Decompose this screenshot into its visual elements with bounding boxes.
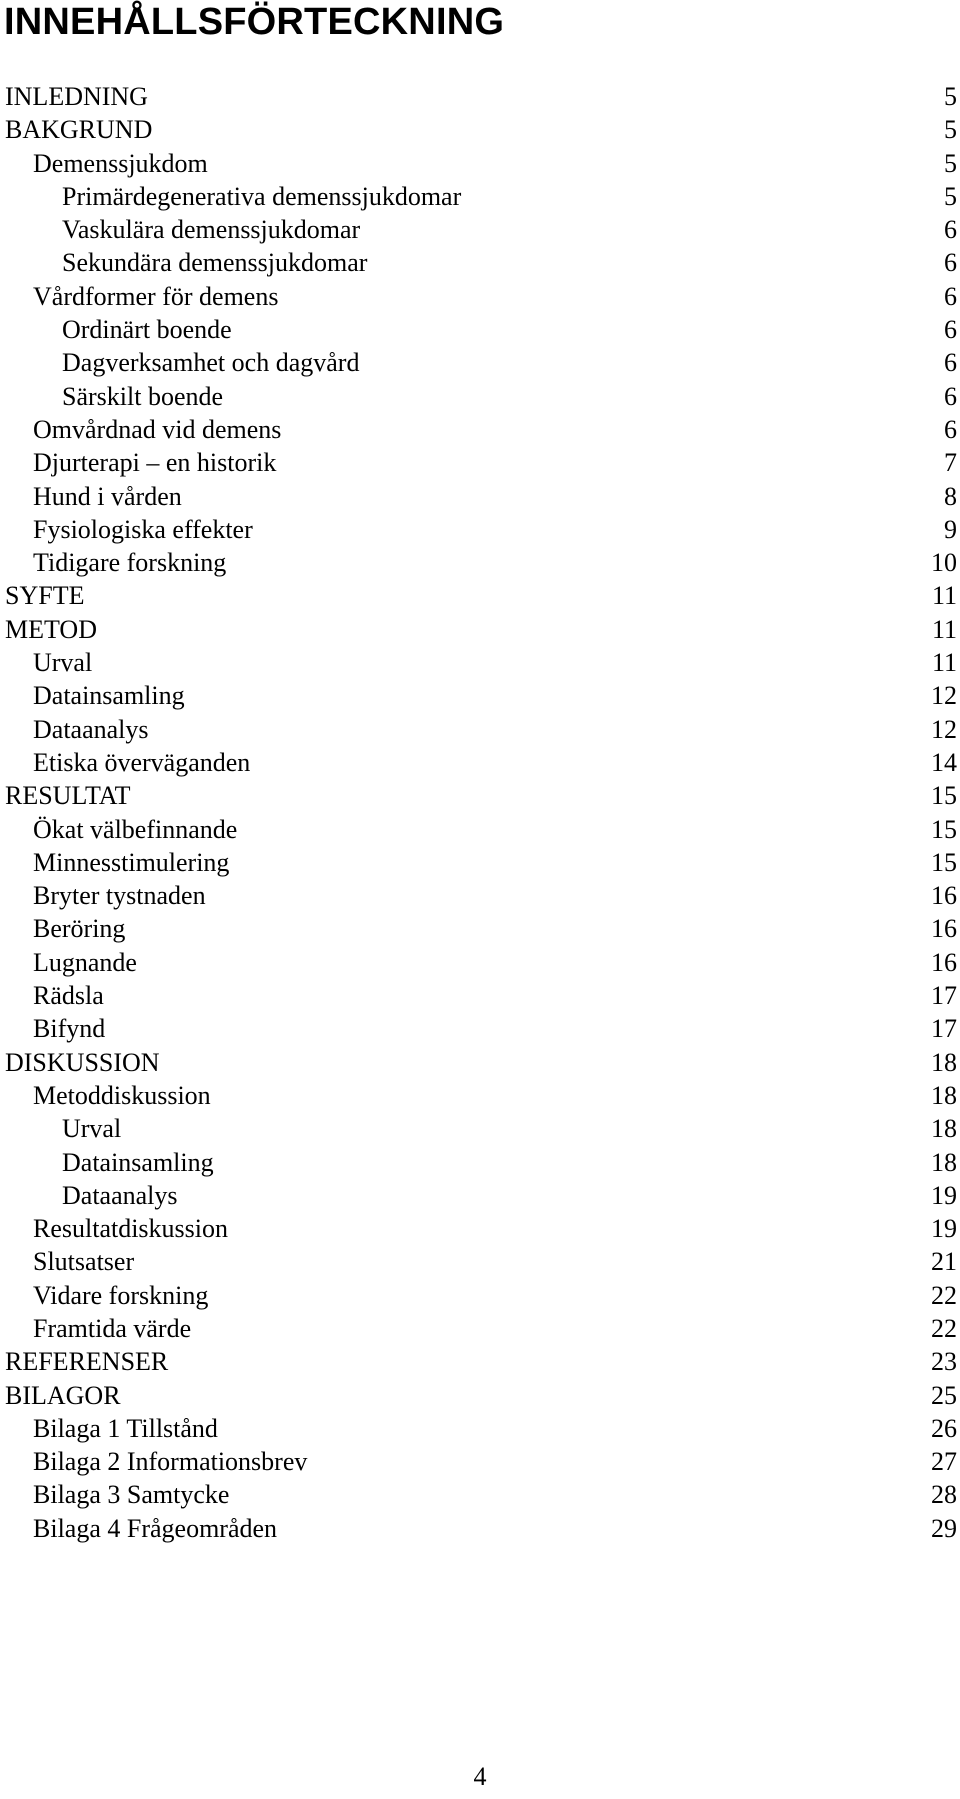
toc-entry-label: Djurterapi – en historik bbox=[33, 448, 277, 478]
toc-entry-page-number: 16 bbox=[931, 914, 957, 944]
page-number: 4 bbox=[473, 1762, 487, 1791]
toc-entry-page-number: 22 bbox=[931, 1313, 957, 1343]
toc-entry[interactable] bbox=[5, 912, 960, 945]
toc-entry-page-number: 17 bbox=[931, 981, 957, 1011]
toc-entry[interactable] bbox=[5, 213, 960, 246]
toc-entry[interactable] bbox=[5, 313, 960, 346]
toc-entry[interactable] bbox=[5, 180, 960, 213]
toc-entry-page-number: 6 bbox=[944, 248, 957, 278]
toc-entry[interactable] bbox=[5, 579, 960, 612]
toc-entry[interactable] bbox=[5, 80, 960, 113]
toc-entry-label: Rädsla bbox=[33, 981, 104, 1011]
toc-entry-label: DISKUSSION bbox=[5, 1047, 160, 1077]
toc-entry[interactable] bbox=[5, 713, 960, 746]
toc-entry[interactable] bbox=[5, 413, 960, 446]
toc-entry-label: Bilaga 3 Samtycke bbox=[33, 1480, 230, 1510]
toc-entry-page-number: 16 bbox=[931, 881, 957, 911]
toc-entry-page-number: 9 bbox=[944, 514, 957, 544]
toc-entry[interactable] bbox=[5, 746, 960, 779]
toc-entry-label: Primärdegenerativa demenssjukdomar bbox=[62, 181, 462, 211]
toc-entry-label: METOD bbox=[5, 614, 97, 644]
toc-entry[interactable] bbox=[5, 480, 960, 513]
toc-entry[interactable] bbox=[5, 946, 960, 979]
toc-entry[interactable] bbox=[5, 1146, 960, 1179]
toc-entry[interactable] bbox=[5, 646, 960, 679]
toc-entry[interactable] bbox=[5, 813, 960, 846]
toc-entry[interactable] bbox=[5, 1112, 960, 1145]
toc-entry[interactable] bbox=[5, 846, 960, 879]
toc-entry-label: Framtida värde bbox=[33, 1313, 192, 1343]
toc-entry-label: Sekundära demenssjukdomar bbox=[62, 248, 368, 278]
toc-entry-page-number: 6 bbox=[944, 381, 957, 411]
toc-entry-page-number: 6 bbox=[944, 414, 957, 444]
toc-entry[interactable] bbox=[5, 280, 960, 313]
toc-entry[interactable] bbox=[5, 979, 960, 1012]
toc-entry-page-number: 26 bbox=[931, 1413, 957, 1443]
toc-entry[interactable] bbox=[5, 246, 960, 279]
page-title: INNEHÅLLSFÖRTECKNING bbox=[4, 1, 505, 43]
toc-entry-page-number: 6 bbox=[944, 281, 957, 311]
toc-entry[interactable] bbox=[5, 147, 960, 180]
toc-entry-page-number: 10 bbox=[931, 548, 957, 578]
toc-entry-label: Dagverksamhet och dagvård bbox=[62, 348, 360, 378]
toc-entry-page-number: 6 bbox=[944, 315, 957, 345]
toc-entry-label: Vidare forskning bbox=[33, 1280, 209, 1310]
toc-entry-page-number: 5 bbox=[944, 115, 957, 145]
toc-entry-page-number: 5 bbox=[944, 82, 957, 111]
toc-entry-label: Bifynd bbox=[33, 1014, 106, 1044]
toc-entry[interactable] bbox=[5, 779, 960, 812]
toc-entry-page-number: 6 bbox=[944, 215, 957, 245]
toc-entry[interactable] bbox=[5, 113, 960, 146]
toc-entry-label: Ordinärt boende bbox=[62, 315, 232, 345]
toc-entry[interactable] bbox=[5, 1379, 960, 1412]
toc-entry[interactable] bbox=[5, 1046, 960, 1079]
toc-entry[interactable] bbox=[5, 380, 960, 413]
toc-entry-page-number: 18 bbox=[931, 1047, 957, 1077]
toc-entry[interactable] bbox=[5, 679, 960, 712]
toc-entry-page-number: 16 bbox=[931, 947, 957, 977]
toc-entry-label: RESULTAT bbox=[5, 781, 131, 811]
toc-entry-page-number: 5 bbox=[944, 148, 957, 178]
toc-entry-label: Etiska överväganden bbox=[33, 747, 251, 777]
toc-entry-label: Fysiologiska effekter bbox=[33, 514, 253, 544]
toc-entry-page-number: 11 bbox=[931, 614, 957, 644]
toc-entry[interactable] bbox=[5, 1312, 960, 1345]
toc-entry[interactable] bbox=[5, 1445, 960, 1478]
toc-entry-page-number: 25 bbox=[931, 1380, 957, 1410]
toc-entry-label: Metoddiskussion bbox=[33, 1080, 211, 1110]
toc-entry-page-number: 19 bbox=[931, 1214, 957, 1244]
toc-entry-page-number: 22 bbox=[931, 1280, 957, 1310]
toc-entry-label: Demenssjukdom bbox=[33, 148, 208, 178]
toc-entry[interactable] bbox=[5, 1412, 960, 1445]
toc-entry[interactable] bbox=[5, 1079, 960, 1112]
table-of-contents bbox=[5, 80, 960, 1545]
toc-entry-label: Slutsatser bbox=[33, 1247, 135, 1277]
toc-entry[interactable] bbox=[5, 1212, 960, 1245]
toc-entry-page-number: 12 bbox=[931, 681, 957, 711]
toc-entry[interactable] bbox=[5, 1478, 960, 1511]
toc-entry-label: Resultatdiskussion bbox=[33, 1214, 229, 1244]
toc-entry[interactable] bbox=[5, 1279, 960, 1312]
toc-entry-label: Bilaga 2 Informationsbrev bbox=[33, 1447, 308, 1477]
toc-entry-page-number: 5 bbox=[944, 181, 957, 211]
toc-entry-label: BAKGRUND bbox=[5, 115, 153, 145]
toc-entry-page-number: 18 bbox=[931, 1147, 957, 1177]
toc-entry-page-number: 11 bbox=[931, 581, 957, 611]
toc-entry-page-number: 21 bbox=[931, 1247, 957, 1277]
toc-entry-page-number: 23 bbox=[931, 1347, 957, 1377]
toc-entry-page-number: 8 bbox=[944, 481, 957, 511]
toc-entry-label: Bilaga 1 Tillstånd bbox=[33, 1413, 218, 1443]
toc-entry[interactable] bbox=[5, 546, 960, 579]
toc-entry-label: Omvårdnad vid demens bbox=[33, 414, 282, 444]
toc-entry-label: Bryter tystnaden bbox=[33, 881, 206, 911]
toc-entry[interactable] bbox=[5, 1245, 960, 1278]
toc-entry-page-number: 29 bbox=[931, 1513, 957, 1543]
toc-entry-label: Beröring bbox=[33, 914, 126, 944]
toc-entry-label: Vaskulära demenssjukdomar bbox=[62, 215, 361, 245]
toc-entry-label: Datainsamling bbox=[33, 681, 185, 711]
toc-entry-label: Datainsamling bbox=[62, 1147, 214, 1177]
toc-entry[interactable] bbox=[5, 879, 960, 912]
toc-entry-page-number: 7 bbox=[944, 448, 957, 478]
toc-entry-label: INLEDNING bbox=[5, 82, 148, 111]
toc-entry-label: Ökat välbefinnande bbox=[33, 814, 238, 844]
toc-entry-page-number: 15 bbox=[931, 847, 957, 877]
toc-entry-label: Lugnande bbox=[33, 947, 137, 977]
toc-entry-page-number: 11 bbox=[931, 648, 957, 678]
toc-entry-label: Dataanalys bbox=[62, 1180, 178, 1210]
toc-entry[interactable] bbox=[5, 1345, 960, 1378]
toc-entry[interactable] bbox=[5, 446, 960, 479]
toc-entry[interactable] bbox=[5, 346, 960, 379]
toc-entry-label: SYFTE bbox=[5, 581, 85, 611]
toc-entry-page-number: 28 bbox=[931, 1480, 957, 1510]
toc-entry-page-number: 12 bbox=[931, 714, 957, 744]
toc-entry-page-number: 14 bbox=[931, 747, 957, 777]
toc-entry-page-number: 15 bbox=[931, 781, 957, 811]
toc-entry-label: BILAGOR bbox=[5, 1380, 121, 1410]
toc-entry-page-number: 17 bbox=[931, 1014, 957, 1044]
toc-entry-label: Dataanalys bbox=[33, 714, 149, 744]
toc-entry-label: Särskilt boende bbox=[62, 381, 224, 411]
toc-entry[interactable] bbox=[5, 1179, 960, 1212]
toc-entry-label: Tidigare forskning bbox=[33, 548, 227, 578]
toc-entry-label: Urval bbox=[62, 1114, 122, 1144]
toc-entry[interactable] bbox=[5, 513, 960, 546]
toc-entry[interactable] bbox=[5, 613, 960, 646]
toc-entry-label: Minnesstimulering bbox=[33, 847, 230, 877]
toc-entry-label: Hund i vården bbox=[33, 481, 182, 511]
toc-entry-page-number: 15 bbox=[931, 814, 957, 844]
toc-entry[interactable] bbox=[5, 1012, 960, 1045]
toc-entry-page-number: 27 bbox=[931, 1447, 957, 1477]
toc-entry-label: Vårdformer för demens bbox=[33, 281, 279, 311]
toc-entry-page-number: 6 bbox=[944, 348, 957, 378]
toc-entry-page-number: 18 bbox=[931, 1080, 957, 1110]
toc-entry-label: Urval bbox=[33, 648, 93, 678]
toc-entry-label: Bilaga 4 Frågeområden bbox=[33, 1513, 278, 1543]
toc-entry[interactable] bbox=[5, 1512, 960, 1545]
toc-entry-page-number: 18 bbox=[931, 1114, 957, 1144]
toc-entry-label: REFERENSER bbox=[5, 1347, 169, 1377]
toc-entry-page-number: 19 bbox=[931, 1180, 957, 1210]
